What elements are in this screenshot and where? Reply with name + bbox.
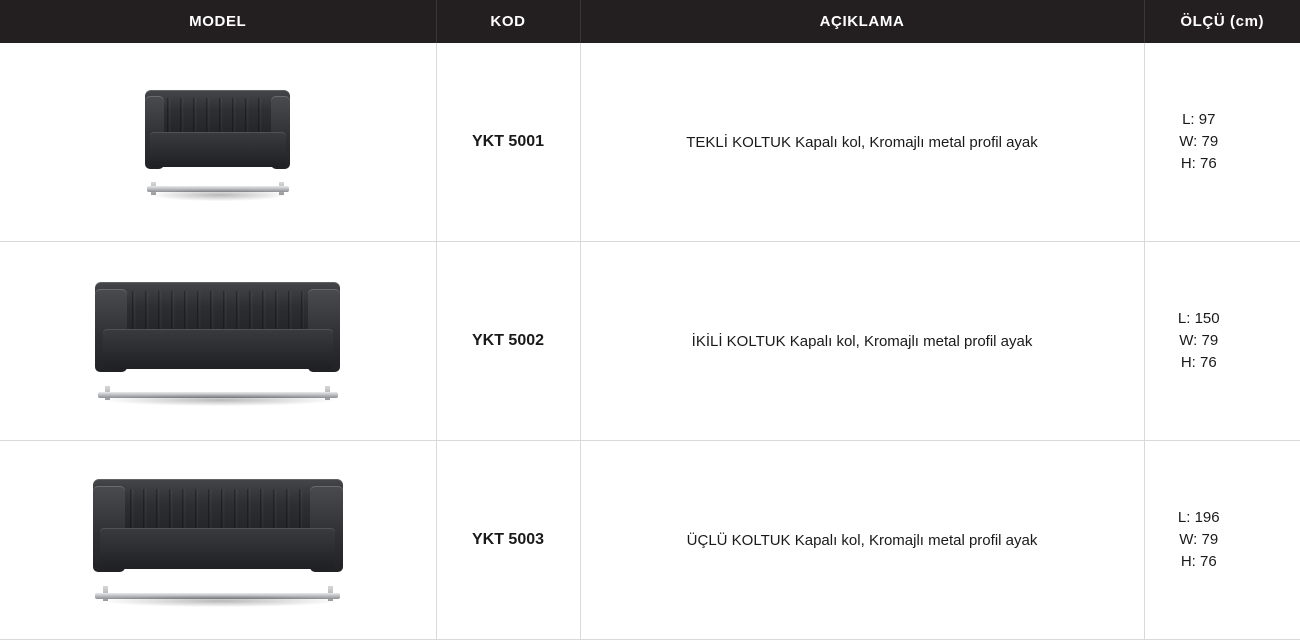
product-description: İKİLİ KOLTUK Kapalı kol, Kromajlı metal profil ayak xyxy=(580,242,1144,441)
column-header-olcu: ÖLÇÜ (cm) xyxy=(1144,0,1300,43)
dimension-height: H: 76 xyxy=(1180,155,1217,172)
product-dimensions xyxy=(1144,441,1300,640)
two-seat-sofa-illustration xyxy=(0,242,436,440)
column-header-model: MODEL xyxy=(0,0,436,43)
sofa-seat xyxy=(100,528,335,569)
dimension-length: L: 97 xyxy=(1182,111,1216,128)
product-image-cell xyxy=(0,43,436,242)
three-seat-sofa-illustration xyxy=(0,441,436,639)
dimension-length: L: 196 xyxy=(1177,509,1220,526)
product-code: YKT 5003 xyxy=(436,441,580,640)
product-description: TEKLİ KOLTUK Kapalı kol, Kromajlı metal profil ayak xyxy=(580,43,1144,242)
table-row xyxy=(0,441,1300,640)
dimension-height: H: 76 xyxy=(1180,553,1217,570)
product-code: YKT 5002 xyxy=(436,242,580,441)
dimension-height: H: 76 xyxy=(1180,354,1217,371)
dimension-width: W: 79 xyxy=(1179,332,1219,349)
table-header-row xyxy=(0,0,1300,43)
dimension-length: L: 150 xyxy=(1177,310,1220,327)
table-row xyxy=(0,242,1300,441)
product-dimensions xyxy=(1144,43,1300,242)
product-dimensions xyxy=(1144,242,1300,441)
armchair-illustration xyxy=(0,43,436,241)
product-description: ÜÇLÜ KOLTUK Kapalı kol, Kromajlı metal profil ayak xyxy=(580,441,1144,640)
dimension-width: W: 79 xyxy=(1179,531,1219,548)
sofa-shadow xyxy=(103,595,338,607)
column-header-kod: KOD xyxy=(436,0,580,43)
table-row xyxy=(0,43,1300,242)
dimension-width: W: 79 xyxy=(1179,133,1219,150)
sofa-shadow xyxy=(151,189,287,201)
product-image-cell xyxy=(0,441,436,640)
sofa-seat xyxy=(103,329,333,369)
column-header-aciklama: AÇIKLAMA xyxy=(580,0,1144,43)
product-code: YKT 5001 xyxy=(436,43,580,242)
sofa-shadow xyxy=(105,394,335,406)
product-image-cell xyxy=(0,242,436,441)
sofa-seat xyxy=(150,132,286,168)
